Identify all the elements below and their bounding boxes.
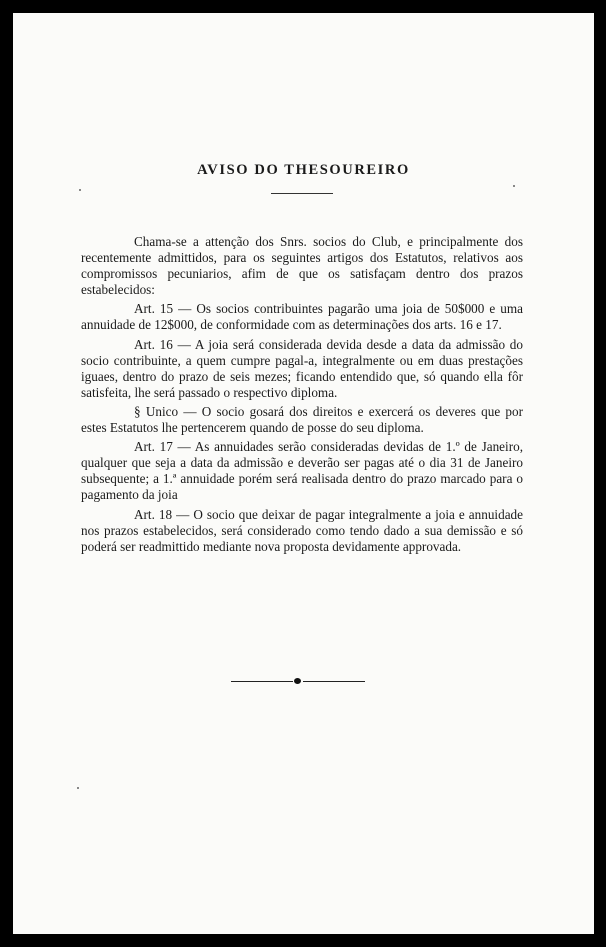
article-17-paragraph: Art. 17 — As annuidades serão consideradas devidas de 1.º de Janeiro, qualquer que seja a data da admissão e deverão ser pagas até o dia 31 de Janeiro subsequente; a 1.ª annuidade porém será realisada dentro do prazo marcado para o pagamento da joia: [81, 439, 523, 503]
article-18-paragraph: Art. 18 — O socio que deixar de pagar integralmente a joia e annuidade nos prazos estabelecidos, será considerado como tendo dado a sua demissão e só poderá ser readmittido mediante nova proposta devidamente approvada.: [81, 506, 523, 554]
title-rule: [271, 193, 333, 194]
ornament-dot: [294, 678, 301, 684]
single-paragraph-clause: § Unico — O socio gosará dos direitos e exercerá os deveres que por estes Estatutos lhe pertencerem quando de posse do seu diploma.: [81, 403, 523, 436]
article-16-paragraph: Art. 16 — A joia será considerada devida desde a data da admissão do socio contribuinte, a quem cumpre pagal-a, integralmente ou em duas prestações iguaes, dentro do prazo de seis mezes; ficando entendido que, só quando ella fôr satisfeita, lhe será passado o respectivo diploma.: [81, 336, 523, 400]
end-ornament: [231, 677, 365, 685]
paper-speck: [513, 185, 515, 187]
ornament-line-right: [303, 681, 365, 682]
intro-paragraph: Chama-se a attenção dos Snrs. socios do Club, e principalmente dos recentemente admittidos, para os seguintes artigos dos Estatutos, relativos aos compromissos pecuniarios, afim de que os satisfaçam dentro dos prazos estabelecidos:: [81, 234, 523, 298]
page-title: AVISO DO THESOUREIRO: [197, 162, 410, 178]
ornament-line-left: [231, 681, 293, 682]
paper-speck: [77, 787, 79, 789]
document-page: [13, 13, 594, 934]
notice-body: [81, 234, 523, 555]
paper-speck: [79, 189, 81, 191]
article-15-paragraph: Art. 15 — Os socios contribuintes pagarão uma joia de 50$000 e uma annuidade de 12$000, de conformidade com as determinações dos arts. 16 e 17.: [81, 301, 523, 333]
